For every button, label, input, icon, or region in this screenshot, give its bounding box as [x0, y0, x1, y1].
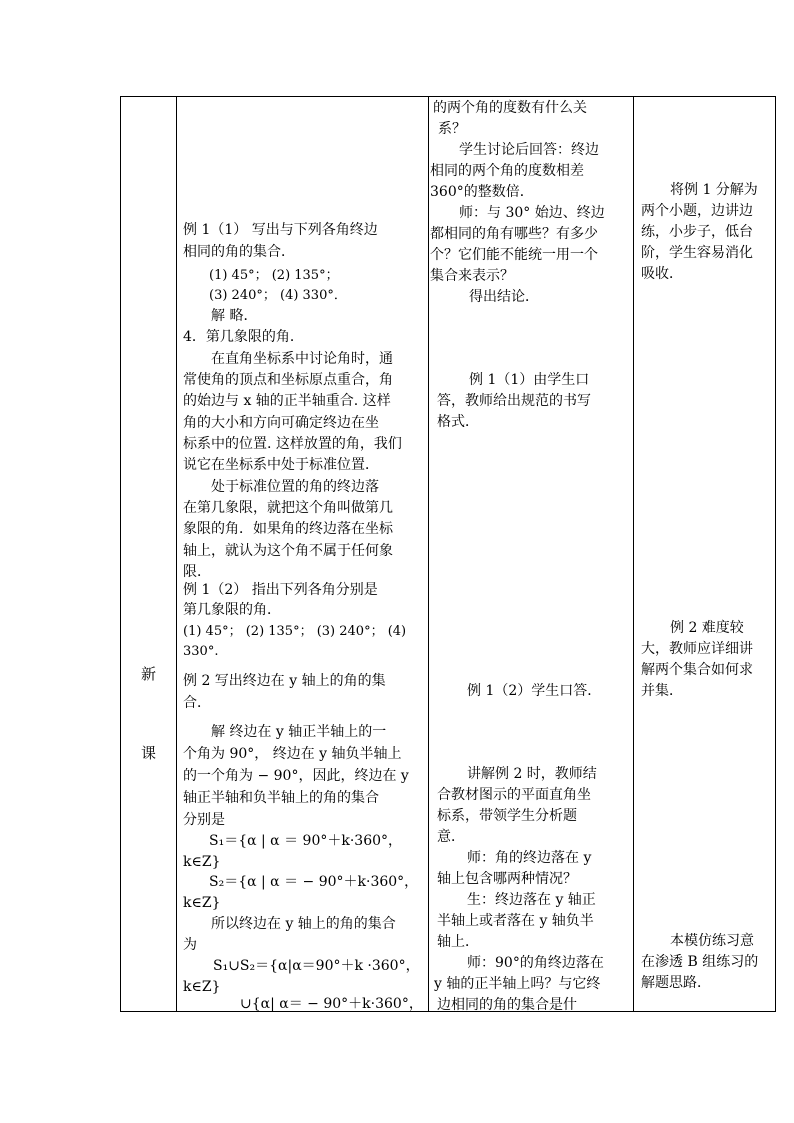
- content-line: 4．第几象限的角．: [183, 329, 304, 345]
- section-label-bottom: 课: [141, 744, 157, 762]
- intent-line: 本模仿练习意: [670, 933, 754, 949]
- content-line: (1) 45°； (2) 135°；: [209, 268, 339, 283]
- activity-line: 半轴上或者落在 y 轴负半: [437, 913, 594, 929]
- intent-line: 阶，学生容易消化: [641, 245, 753, 261]
- content-line: 解 略．: [211, 308, 258, 324]
- content-line: 限．: [183, 564, 211, 580]
- intent-line: 练，小步子，低台: [641, 224, 753, 240]
- content-line: 相同的角的集合．: [183, 244, 295, 260]
- intent-line: 大，教师应详细讲: [641, 641, 753, 657]
- activity-line: 例 1（1）由学生口: [469, 372, 590, 388]
- content-line: 例 2 写出终边在 y 轴上的角的集: [183, 673, 386, 689]
- content-line: ∪{α| α＝ − 90°＋k·360°，: [240, 996, 423, 1012]
- content-line: 为: [183, 937, 197, 953]
- content-line: k∈Z}: [183, 895, 221, 911]
- intent-line: 并集．: [641, 683, 683, 699]
- activity-line: 360°的整数倍．: [430, 184, 534, 200]
- content-line: S₂＝{α | α ＝ − 90°＋k·360°，: [209, 874, 419, 890]
- content-line: 第几象限的角．: [183, 602, 281, 618]
- content-line: 标系中的位置. 这样放置的角，我们: [183, 436, 402, 452]
- activity-line: 都相同的角有哪些？有多少: [430, 226, 598, 242]
- content-line: 330°.: [183, 644, 219, 659]
- activity-line: 得出结论．: [469, 289, 539, 305]
- content-line: 的始边与 x 轴的正半轴重合. 这样: [183, 393, 391, 409]
- content-line: 常使角的顶点和坐标原点重合，角: [183, 372, 393, 388]
- activity-line: 意．: [437, 829, 465, 845]
- content-line: 轴正半轴和负半轴上的角的集合: [183, 790, 379, 806]
- activity-line: 边相同的角的集合是什: [437, 997, 577, 1013]
- teaching-content-column: [176, 97, 428, 1011]
- activity-line: 轴上包含哪两种情况？: [437, 871, 577, 887]
- content-line: 例 1（2） 指出下列各角分别是: [183, 582, 378, 598]
- activity-line: 相同的两个角的度数相差: [430, 163, 584, 179]
- content-line: 角的大小和方向可确定终边在坐: [183, 415, 379, 431]
- content-line: 轴上，就认为这个角不属于任何象: [183, 543, 393, 559]
- intent-line: 两个小题，边讲边: [641, 203, 753, 219]
- activity-line: 师：与 30° 始边、终边: [459, 205, 605, 221]
- activity-line: 格式．: [437, 414, 479, 430]
- activity-line: 个？它们能不能统一用一个: [430, 247, 598, 263]
- content-line: 解 终边在 y 轴正半轴上的一: [211, 724, 387, 740]
- content-line: 的一个角为 − 90°，因此，终边在 y: [183, 768, 409, 784]
- content-line: 说它在坐标系中处于标准位置．: [183, 457, 379, 473]
- activity-line: 集合来表示？: [430, 268, 514, 284]
- activity-line: 合教材图示的平面直角坐: [437, 787, 591, 803]
- content-line: k∈Z}: [183, 979, 221, 995]
- content-line: (1) 45°； (2) 135°； (3) 240°； (4): [183, 624, 407, 639]
- activity-line: 的两个角的度数有什么关: [433, 100, 587, 116]
- activity-line: 例 1（2）学生口答．: [467, 683, 602, 699]
- activity-line: 生：终边落在 y 轴正: [467, 892, 596, 908]
- content-line: (3) 240°； (4) 330°．: [209, 288, 347, 303]
- activity-line: 标系，带领学生分析题: [437, 808, 577, 824]
- content-line: 所以终边在 y 轴上的角的集合: [211, 916, 396, 932]
- content-line: 象限的角．如果角的终边落在坐标: [183, 521, 393, 537]
- design-intent-column: [633, 97, 777, 1011]
- activity-line: 师：角的终边落在 y: [467, 850, 592, 866]
- intent-line: 解两个集合如何求: [641, 662, 753, 678]
- activity-line: 系？: [438, 121, 466, 137]
- intent-line: 例 2 难度较: [670, 620, 744, 636]
- content-line: k∈Z}: [183, 854, 221, 870]
- intent-line: 将例 1 分解为: [670, 182, 758, 198]
- content-line: S₁＝{α | α ＝ 90°＋k·360°，: [209, 833, 403, 849]
- activity-line: 师：90°的角终边落在: [467, 955, 604, 971]
- content-line: 在直角坐标系中讨论角时，通: [211, 351, 393, 367]
- intent-line: 解题思路．: [641, 975, 711, 991]
- content-line: 在第几象限，就把这个角叫做第几: [183, 500, 393, 516]
- content-line: 个角为 90°， 终边在 y 轴负半轴上: [183, 746, 402, 762]
- activity-line: 学生讨论后回答：终边: [459, 142, 599, 158]
- activity-column: [428, 97, 633, 1011]
- activity-line: y 轴的正半轴上吗？与它终: [434, 976, 601, 992]
- lesson-table: [120, 96, 776, 1012]
- section-label-top: 新: [141, 665, 157, 683]
- activity-line: 答，教师给出规范的书写: [437, 393, 591, 409]
- intent-line: 吸收．: [641, 266, 683, 282]
- content-line: 处于标准位置的角的终边落: [211, 479, 379, 495]
- intent-line: 在渗透 B 组练习的: [641, 954, 759, 970]
- section-label-column: [121, 97, 176, 1011]
- activity-line: 轴上．: [437, 934, 479, 950]
- content-line: 分别是: [183, 812, 225, 828]
- content-line: 合．: [183, 695, 211, 711]
- content-line: 例 1（1） 写出与下列各角终边: [183, 222, 378, 238]
- activity-line: 讲解例 2 时，教师结: [467, 766, 597, 782]
- content-line: S₁∪S₂＝{α|α＝90°＋k ·360°，: [213, 958, 420, 974]
